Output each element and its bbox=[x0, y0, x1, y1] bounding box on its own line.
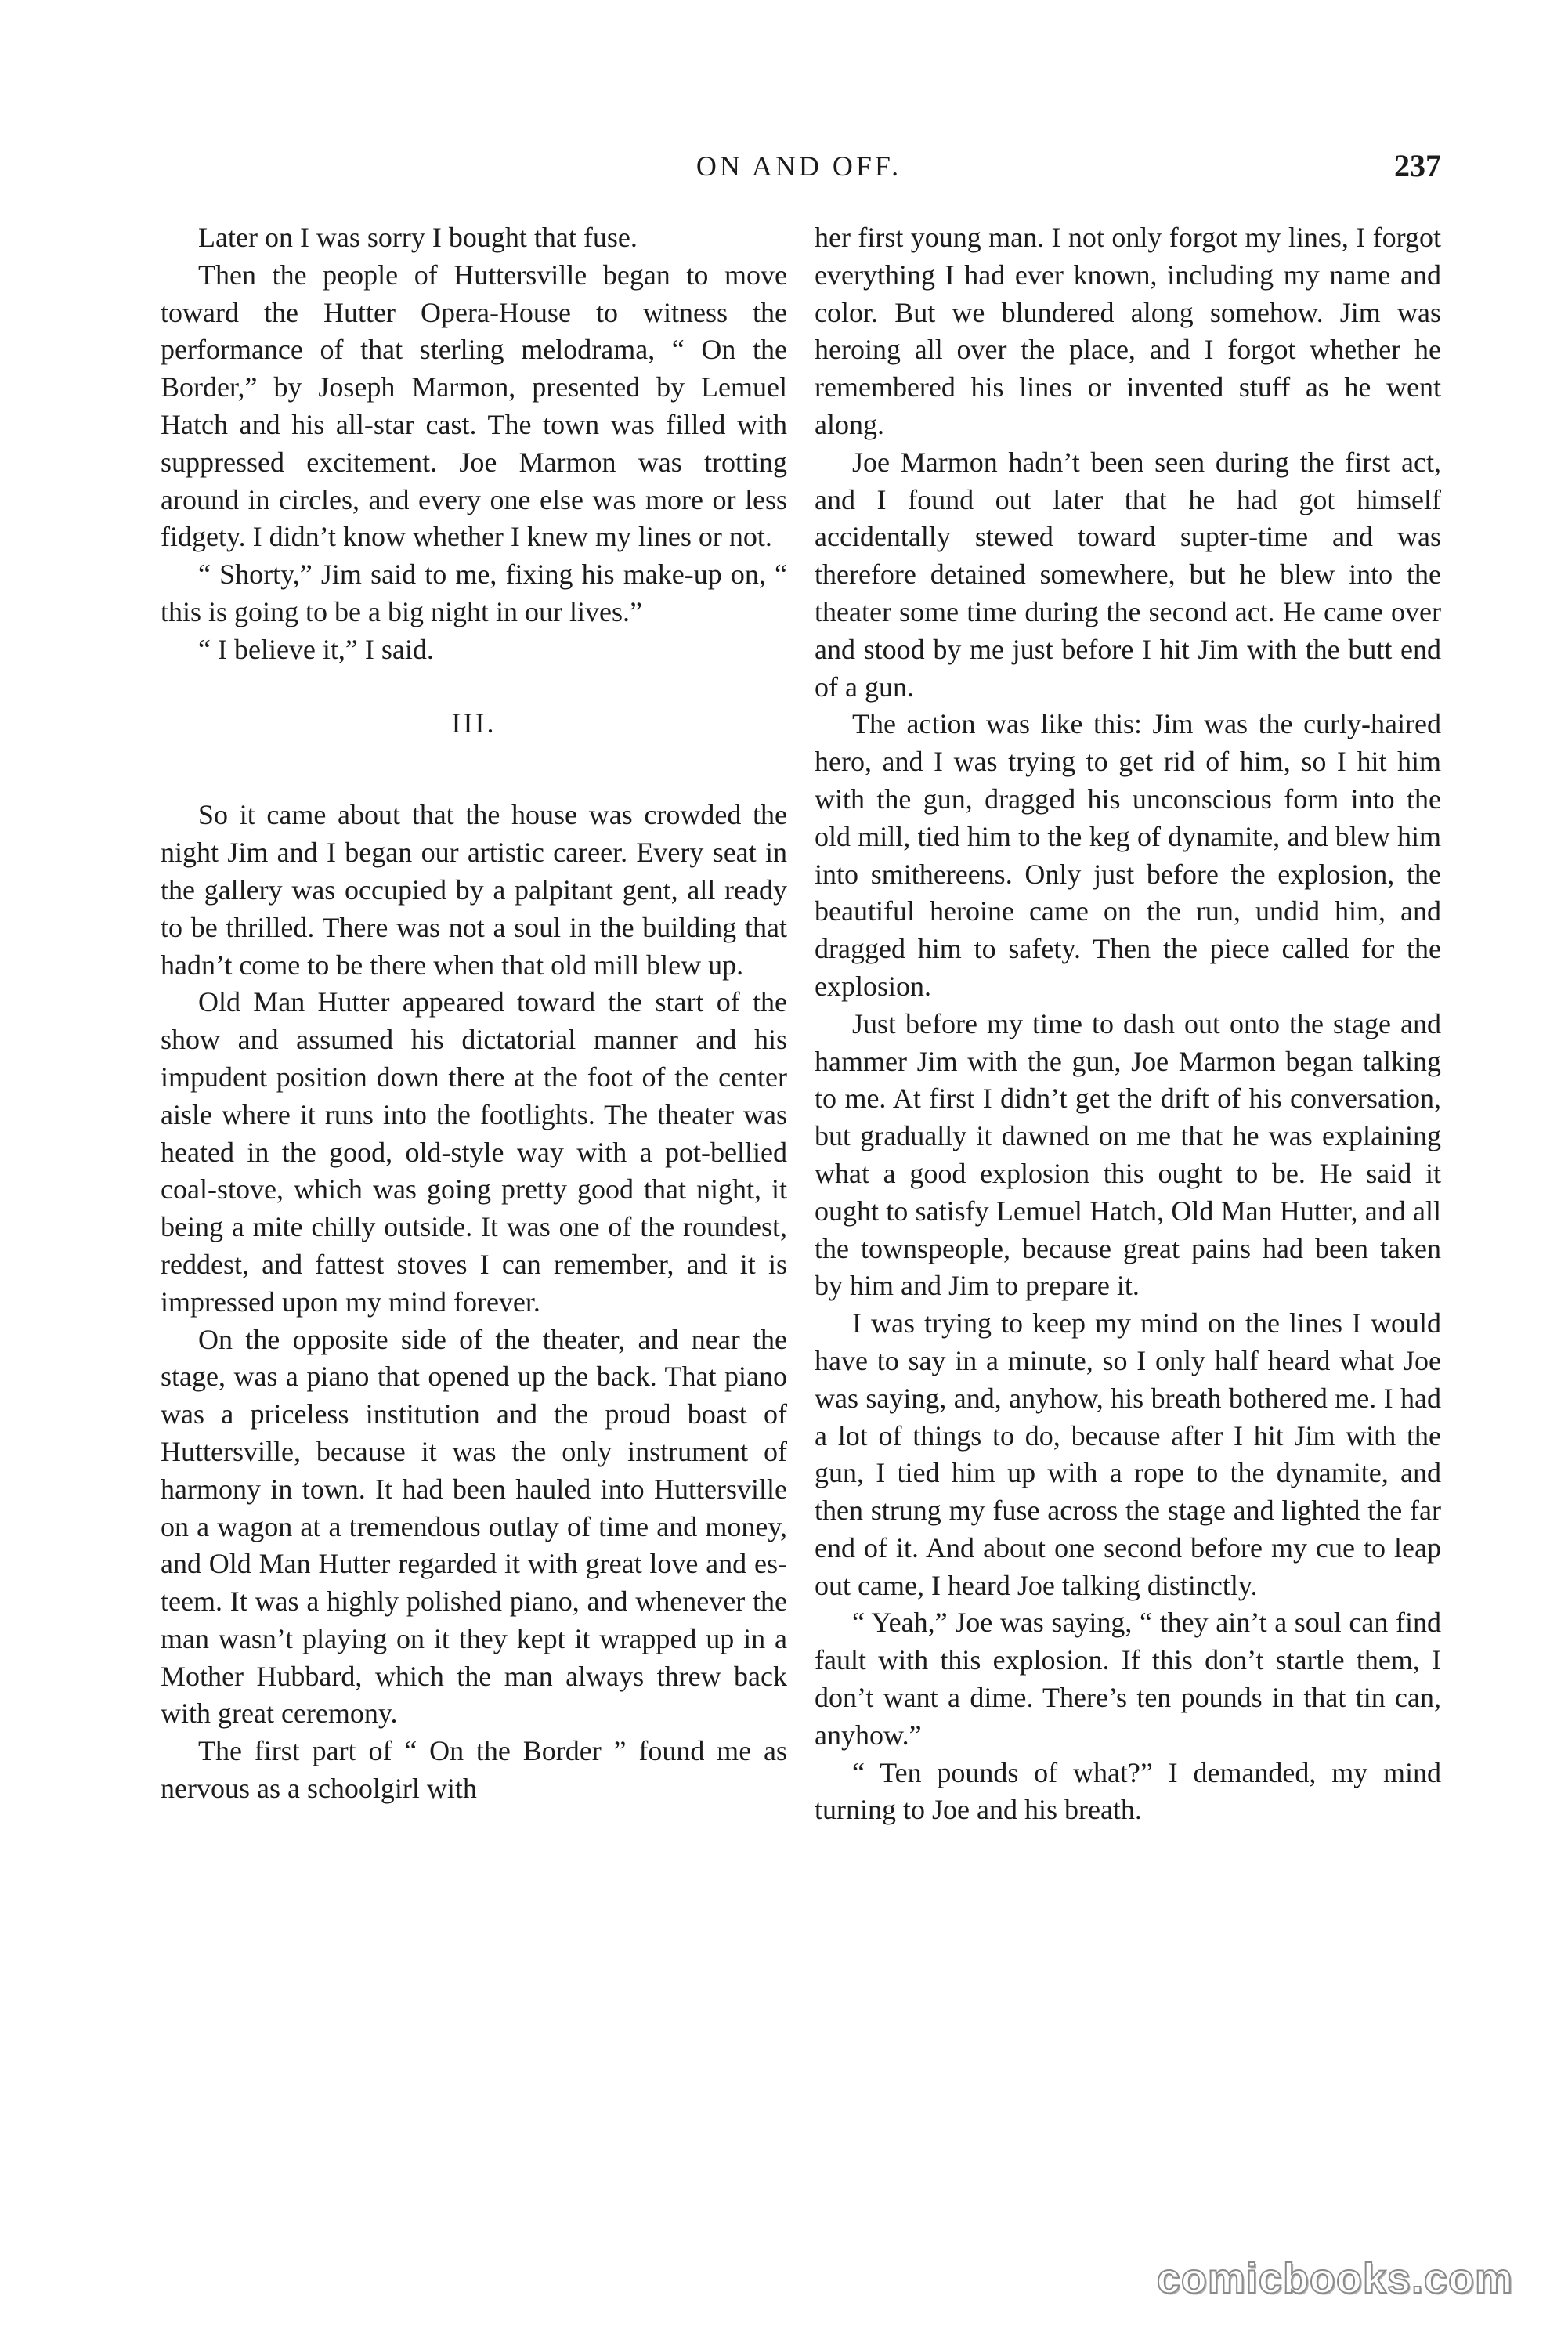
page-number: 237 bbox=[1394, 148, 1441, 183]
running-title: ON AND OFF. bbox=[695, 150, 902, 182]
paragraph: “ Yeah,” Joe was saying, “ they ain’t a soul can find fault with this explosion. If this don’t startle them, I don’t want a dime. There’s ten pounds in that tin can, anyhow.” bbox=[815, 1607, 1441, 1751]
paragraph: On the opposite side of the theater, and near the stage, was a piano that opened up the back. That piano was a priceless institution and the proud boast of Huttersville, because it was the only instrument of harmony in town. It had been hauled into Huttersville on a wagon at a tremendous outlay of time and money, and Old Man Hutter regarded it with great love and esteem. It was a highly polished piano, and whenever the man wasn’t playing on it they kept it wrapped up in a Mother Hubbard, which the man always threw back with great ceremony. bbox=[161, 1323, 787, 1730]
paragraph: I was trying to keep my mind on the lines I would have to say in a minute, so I only half heard what Joe was saying, and, anyhow, his breath bothered me. I had a lot of things to do, because after I hit Jim with the gun, I tied him up with a rope to the dynamite, and then strung my fuse across the stage and lighted the far end of it. And about one second before my cue to leap out came, I heard Joe talking distinctly. bbox=[815, 1307, 1441, 1601]
paragraph: Then the people of Huttersville began to move toward the Hutter Opera-House to witness the performance of that sterling melodrama, “ On the Border,” by Joseph Marmon, presented by Lemuel Hatch and his all-star cast. The town was filled with suppressed excitement. Joe Marmon was trotting around in circles, and every one else was more or less fidgety. I didn’t know whether I knew my lines or not. bbox=[161, 258, 787, 553]
running-head bbox=[157, 143, 1441, 190]
paragraph: The action was like this: Jim was the curly-haired hero, and I was trying to get rid of him, so I hit him with the gun, dragged his unconscious form into the old mill, tied him to the keg of dynamite, and blew him into smithereens. Only just before the explosion, the beautiful heroine came on the run, undid him, and dragged him to safety. Then the piece called for the explosion. bbox=[815, 708, 1441, 1002]
paragraph: Joe Marmon hadn’t been seen during the first act, and I found out later that he had got himself accidentally stewed toward supter-time and was therefore detained somewhere, but he blew into the theater some time during the second act. He came over and stood by me just before I hit Jim with the butt end of a gun. bbox=[815, 446, 1441, 703]
paragraph: So it came about that the house was crowded the night Jim and I began our artistic career. Every seat in the gallery was occupied by a palpitant gent, all ready to be thrilled. There was not a soul in the building that hadn’t come to be there when that old mill blew up. bbox=[161, 799, 787, 981]
paragraph: Old Man Hutter appeared toward the start of the show and assumed his dictatorial manner and his impudent position down there at the foot of the center aisle where it runs into the footlights. The theater was heated in the good, old-style way with a pot-bellied coal-stove, which was going pretty good that night, it being a mite chilly outside. It was one of the roundest, reddest, and fattest stoves I can remember, and it is impressed upon my mind forever. bbox=[161, 986, 787, 1318]
paragraph: “ Ten pounds of what?” I demanded, my mind turning to Joe and his breath. bbox=[815, 1756, 1441, 1826]
paragraph: The first part of “ On the Border ” found me as nervous as a schoolgirl with bbox=[161, 1735, 787, 1805]
paragraph: “ I believe it,” I said. bbox=[198, 633, 434, 665]
watermark-logo: comicbooks.com bbox=[1156, 2255, 1513, 2302]
paragraph: “ Shorty,” Jim said to me, fixing his make-up on, “ this is going to be a big night in our lives.” bbox=[161, 559, 787, 627]
paragraph-continued: her first young man. I not only forgot my lines, I forgot everything I had ever known, including my name and color. But we blundered along somehow. Jim was heroing all over the place, and I forgot whether he remembered his lines or invented stuff as he went along. bbox=[815, 222, 1441, 440]
right-column bbox=[815, 219, 1441, 1829]
section-heading: III. bbox=[451, 707, 497, 739]
paragraph: Just before my time to dash out onto the stage and hammer Jim with the gun, Joe Marmon began talking to me. At first I didn’t get the drift of his conversation, but gradually it dawned on me that he was explaining what a good explosion this ought to be. He said it ought to satisfy Lemuel Hatch, Old Man Hutter, and all the townspeople, because great pains had been taken by him and Jim to prepare it. bbox=[815, 1007, 1441, 1302]
paragraph: Later on I was sorry I bought that fuse. bbox=[198, 222, 638, 253]
left-column bbox=[161, 219, 787, 1808]
